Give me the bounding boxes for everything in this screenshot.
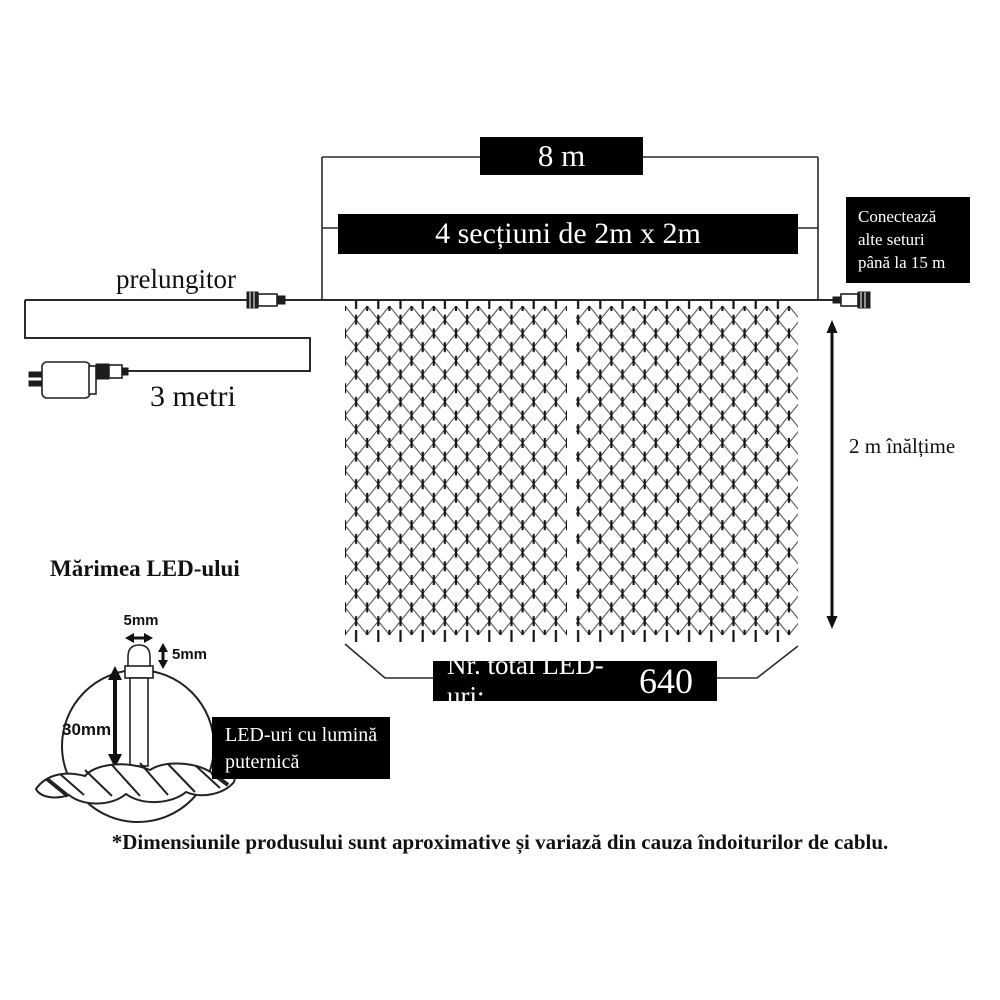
- footer-disclaimer: *Dimensiunile produsului sunt aproximative și variază din cauza îndoiturilor de cablu.: [111, 830, 889, 854]
- connect-line-3: până la 15 m: [858, 253, 946, 272]
- bulb-height-label: 5mm: [172, 646, 208, 663]
- net-bottom-ticks: [345, 630, 798, 642]
- led-size-heading: Mărimea LED-ului: [50, 556, 240, 581]
- connect-line-2: alte seturi: [858, 230, 925, 249]
- bulb-height-arrow: [158, 643, 168, 669]
- height-arrow: [827, 320, 838, 629]
- sections-label: 4 secțiuni de 2m x 2m: [435, 217, 701, 250]
- led-total-label: Nr. total LED-uri:: [447, 650, 604, 711]
- net-mesh-right: [576, 306, 798, 635]
- sections-box: [338, 214, 798, 254]
- net-mesh-left: [345, 306, 567, 635]
- net-top-ticks: [345, 300, 798, 309]
- net-height-label: 2 m înălțime: [849, 434, 956, 458]
- extension-cord-label: prelungitor: [116, 264, 236, 294]
- extension-connector-icon: [247, 292, 285, 308]
- cable-length-label: 3 metri: [150, 380, 236, 413]
- led-lamp-icon: [125, 645, 153, 774]
- body-length-label: 30mm: [62, 720, 112, 739]
- connect-line-1: Conectează: [858, 207, 937, 226]
- total-width-label: 8 m: [537, 138, 586, 173]
- led-total-box: [433, 650, 717, 711]
- bulb-width-arrow: [125, 633, 153, 643]
- power-adapter-icon: [29, 362, 128, 398]
- total-width-box: [480, 137, 643, 175]
- bulb-width-label: 5mm: [123, 612, 159, 629]
- net-mesh: [345, 300, 798, 642]
- led-callout-line-2: puternică: [225, 751, 300, 773]
- led-total-value: 640: [639, 661, 693, 701]
- end-connector-icon: [833, 292, 870, 308]
- connect-box: [846, 197, 970, 283]
- led-callout-line-1: LED-uri cu lumină: [225, 724, 378, 746]
- body-length-arrow: [108, 666, 122, 768]
- led-callout-box: [212, 717, 390, 779]
